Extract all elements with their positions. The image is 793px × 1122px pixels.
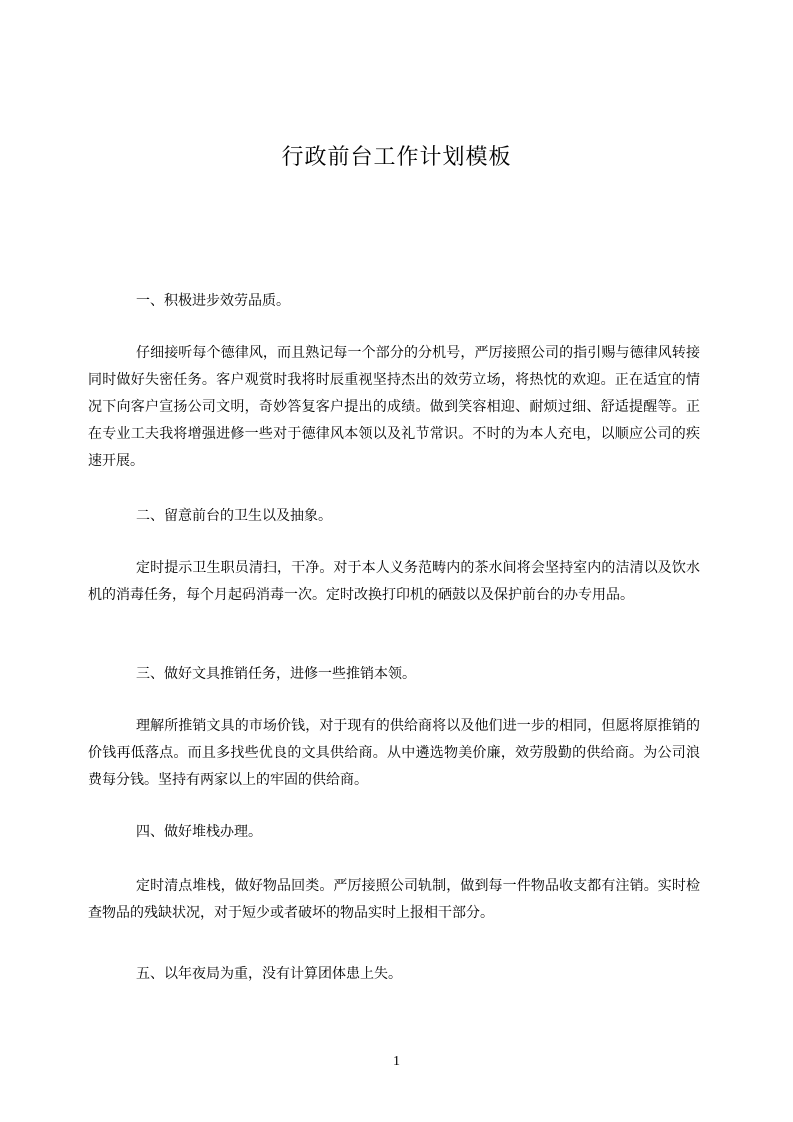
section-4-heading: 四、做好堆栈办理。: [136, 824, 262, 840]
section-5-heading: 五、以年夜局为重，没有计算团体患上失。: [136, 966, 402, 982]
section-3-body: 理解所推销文具的市场价钱，对于现有的供给商将以及他们进一步的相同，但愿将原推销的价钱再低落点。而且多找些优良的文具供给商。从中遴选物美价廉，效劳殷勤的供给商。为公司浪费每分钱。坚持有两家以上的牢固的供给商。: [88, 718, 700, 788]
section-2-heading: 二、留意前台的卫生以及抽象。: [136, 508, 332, 524]
section-2-body: 定时提示卫生职员清扫，干净。对于本人义务范畴内的茶水间将会坚持室内的洁清以及饮水机的消毒任务，每个月起码消毒一次。定时改换打印机的硒鼓以及保护前台的办专用品。: [88, 560, 700, 603]
section-4-body: 定时清点堆栈，做好物品回类。严厉接照公司轨制，做到每一件物品收支都有注销。实时检查物品的残缺状况，对于短少或者破坏的物品实时上报相干部分。: [88, 878, 700, 921]
page-number: 1: [393, 1054, 400, 1069]
section-3-heading: 三、做好文具推销任务，进修一些推销本领。: [136, 666, 416, 682]
document-title: 行政前台工作计划模板: [281, 145, 512, 170]
section-1-heading: 一、积极进步效劳品质。: [136, 293, 290, 309]
section-1-body: 仔细接听每个德律风，而且熟记每一个部分的分机号，严厉接照公司的指引赐与德律风转接同时做好失密任务。客户观赏时我将时辰重视坚持杰出的效劳立场，将热忱的欢迎。正在适宜的情况下向客户宣扬公司文明，奇妙答复客户提出的成绩。做到笑容相迎、耐烦过细、舒适提醒等。正在专业工夫我将增强进修一些对于德律风本领以及礼节常识。不时的为本人充电，以顺应公司的疾速开展。: [88, 345, 700, 469]
